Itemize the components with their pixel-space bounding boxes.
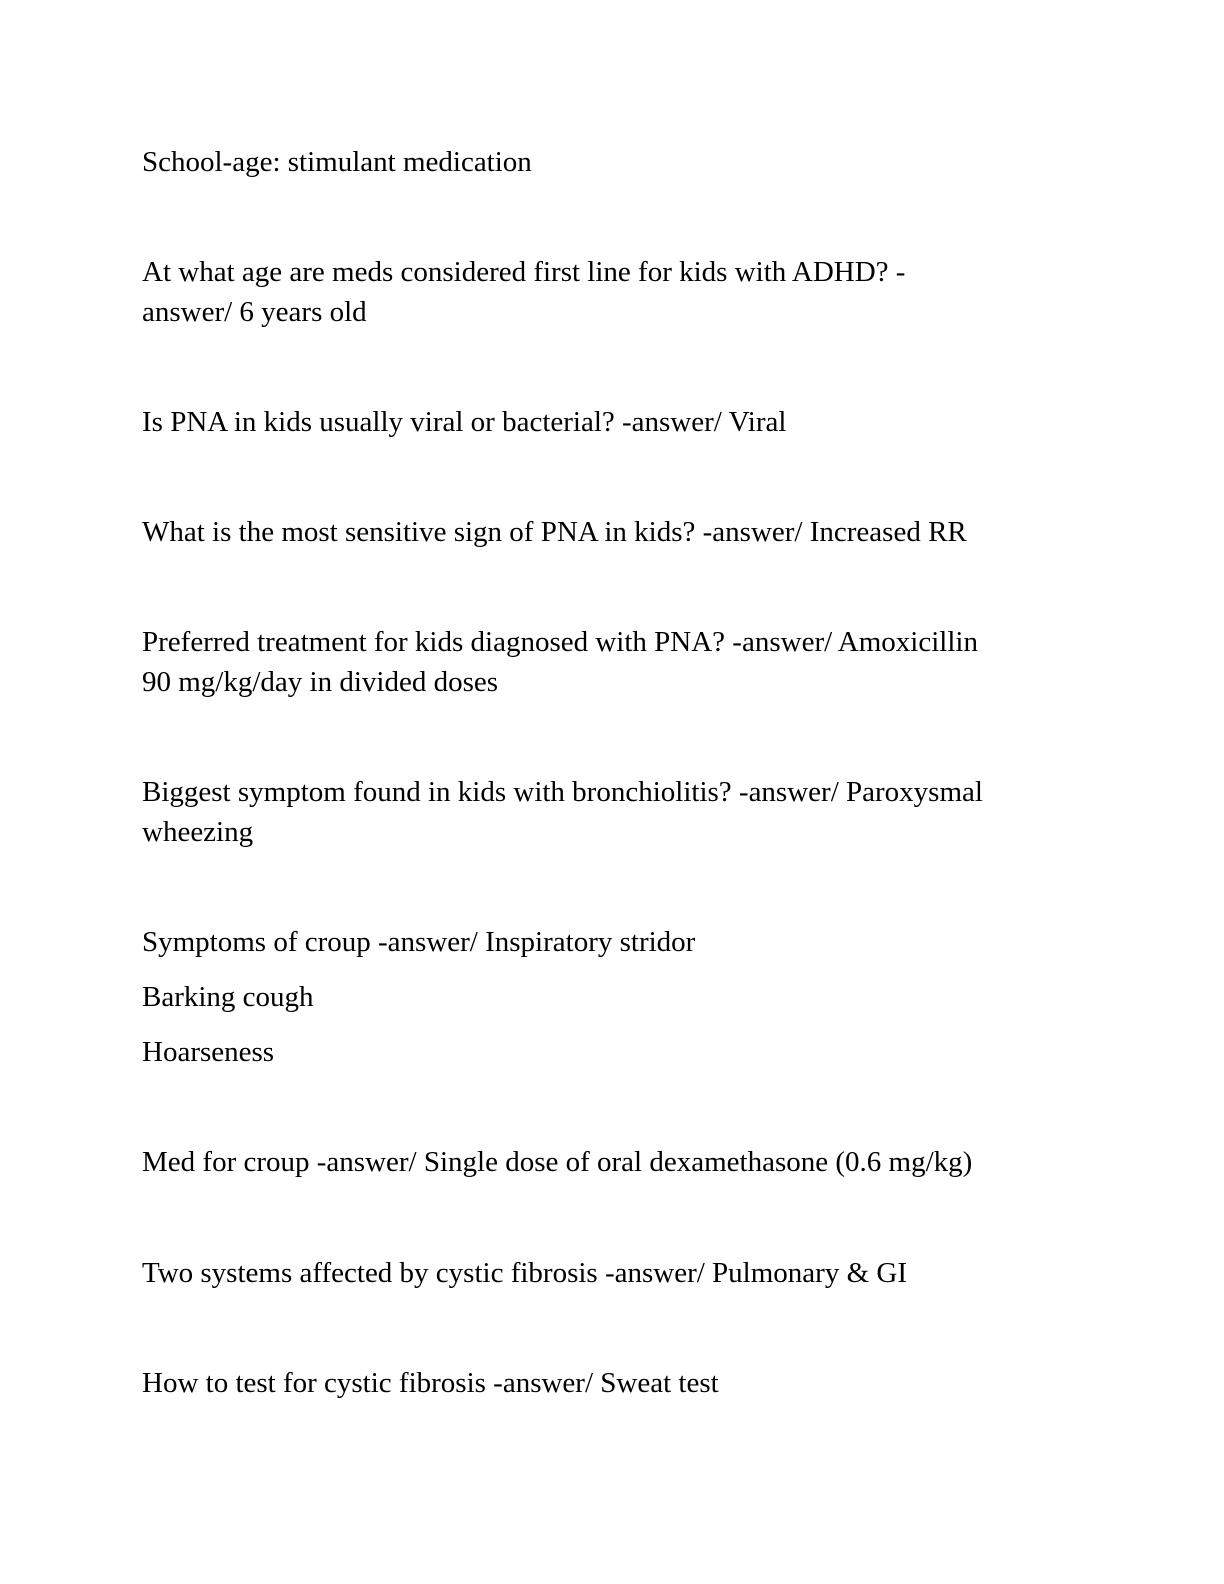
text-line: answer/ 6 years old: [142, 296, 367, 328]
text-line: 90 mg/kg/day in divided doses: [142, 666, 499, 698]
text-line: At what age are meds considered first line for kids with ADHD? -: [142, 256, 906, 288]
text-line: wheezing: [142, 816, 254, 848]
text-line: Is PNA in kids usually viral or bacterial? -answer/ Viral: [142, 406, 787, 438]
text-line: Med for croup -answer/ Single dose of oral dexamethasone (0.6 mg/kg): [142, 1146, 973, 1178]
text-line: Barking cough: [142, 981, 314, 1013]
text-line: Biggest symptom found in kids with bronchiolitis? -answer/ Paroxysmal: [142, 776, 983, 808]
text-line: Two systems affected by cystic fibrosis -answer/ Pulmonary & GI: [142, 1257, 907, 1289]
text-line: Hoarseness: [142, 1036, 275, 1068]
text-line: What is the most sensitive sign of PNA in kids? -answer/ Increased RR: [142, 516, 967, 548]
text-line: Preferred treatment for kids diagnosed with PNA? -answer/ Amoxicillin: [142, 626, 978, 658]
text-line: How to test for cystic fibrosis -answer/ Sweat test: [142, 1367, 719, 1399]
text-line: Symptoms of croup -answer/ Inspiratory stridor: [142, 926, 696, 958]
text-line: School-age: stimulant medication: [142, 146, 532, 178]
